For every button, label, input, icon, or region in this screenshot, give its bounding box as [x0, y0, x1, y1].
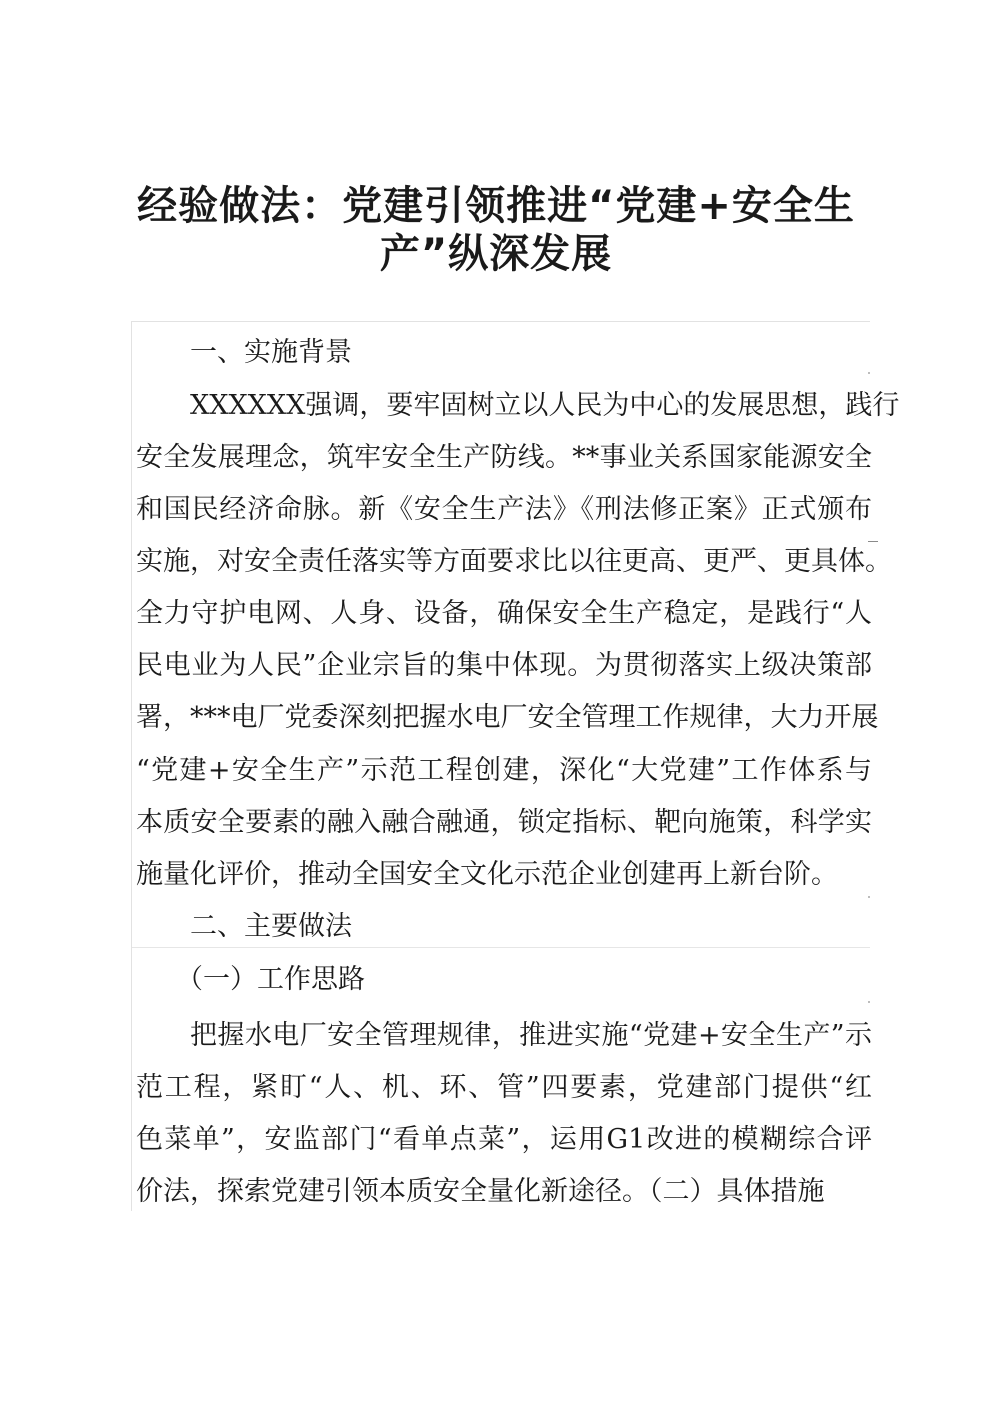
paragraph-line: 安全发展理念，筑牢安全生产防线。**事业关系国家能源安全 — [136, 442, 872, 473]
frame-mid-border — [132, 947, 870, 948]
paragraph-line: 全力守护电网、人身、设备，确保安全生产稳定，是践行“人 — [136, 598, 872, 629]
paragraph-line: 本质安全要素的融入融合融通，锁定指标、靶向施策，科学实 — [136, 807, 872, 838]
paragraph-line: 施量化评价，推动全国安全文化示范企业创建再上新台阶。 — [136, 859, 838, 890]
margin-dot — [868, 372, 870, 374]
margin-dot — [868, 1001, 870, 1003]
document-title-line-2: 产”纵深发展 — [379, 231, 613, 277]
paragraph-line: 署，***电厂党委深刻把握水电厂安全管理工作规律，大力开展 — [136, 702, 879, 733]
paragraph-line: 范工程，紧盯“人、机、环、管”四要素，党建部门提供“红 — [136, 1072, 872, 1103]
subsection-heading-approach: （一）工作思路 — [176, 964, 365, 995]
section-heading-background: 一、实施背景 — [190, 337, 352, 368]
paragraph-line: 色菜单”，安监部门“看单点菜”，运用G1改进的模糊综合评 — [136, 1124, 872, 1155]
margin-dot — [868, 896, 870, 898]
paragraph-line: “党建+安全生产”示范工程创建，深化“大党建”工作体系与 — [136, 755, 872, 786]
paragraph-line: 价法，探索党建引领本质安全量化新途径。（二）具体措施 — [136, 1176, 825, 1207]
margin-tick-mark — [868, 541, 878, 542]
paragraph-line: 把握水电厂安全管理规律，推进实施“党建+安全生产”示 — [190, 1020, 872, 1051]
frame-left-border — [131, 321, 132, 1211]
paragraph-line: 民电业为人民”企业宗旨的集中体现。为贯彻落实上级决策部 — [136, 650, 872, 681]
document-title-line-1: 经验做法：党建引领推进“党建+安全生 — [137, 183, 855, 229]
paragraph-line: 实施，对安全责任落实等方面要求比以往更高、更严、更具体。 — [136, 546, 892, 577]
paragraph-line: 和国民经济命脉。新《安全生产法》《刑法修正案》正式颁布 — [136, 494, 872, 525]
paragraph-line: XXXXXX强调，要牢固树立以人民为中心的发展思想，践行 — [190, 390, 900, 421]
frame-top-border — [132, 321, 870, 322]
section-heading-methods: 二、主要做法 — [190, 911, 352, 942]
